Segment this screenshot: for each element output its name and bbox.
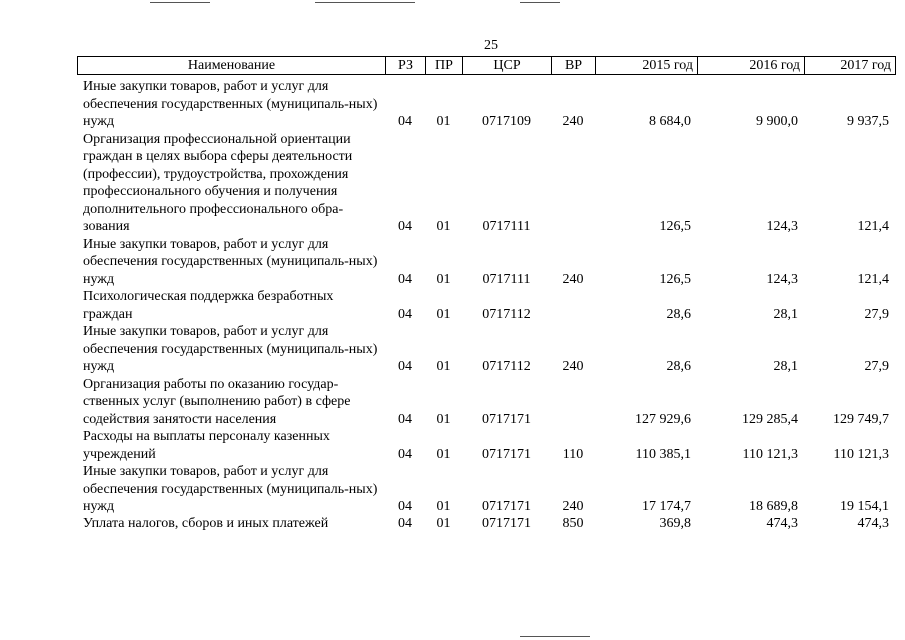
row-2017: 129 749,7 <box>833 411 889 427</box>
row-vr: 110 <box>562 446 584 462</box>
row-2017: 121,4 <box>857 219 889 234</box>
top-scan-edge-right <box>520 2 560 3</box>
row-rz: 04 <box>398 114 412 129</box>
row-name: Иные закупки товаров, работ и услуг для обеспечения государственных (муниципаль-ных) нужд <box>83 236 378 287</box>
row-pr: 01 <box>436 446 451 462</box>
row-2015: 8 684,0 <box>649 114 691 129</box>
row-rz: 04 <box>398 306 412 322</box>
row-csr: 0717111 <box>482 219 531 234</box>
row-csr: 0717112 <box>482 306 531 322</box>
row-csr: 0717171 <box>482 446 531 462</box>
row-rz: 04 <box>398 219 412 234</box>
row-2016: 9 900,0 <box>756 114 798 129</box>
row-name: Организация работы по оказанию государ-ственных услуг (выполнению работ) в сфере содействия занятости населения <box>83 376 351 427</box>
row-rz: 04 <box>398 499 412 514</box>
row-2015: 126,5 <box>659 271 691 287</box>
row-csr: 0717171 <box>482 499 531 514</box>
row-2017: 474,3 <box>857 515 889 531</box>
row-name: Иные закупки товаров, работ и услуг для обеспечения государственных (муниципаль-ных) нужд <box>83 464 378 514</box>
row-pr: 01 <box>436 306 451 322</box>
table-row <box>77 131 895 236</box>
row-2015: 127 929,6 <box>635 411 691 427</box>
row-2016: 474,3 <box>766 515 798 531</box>
row-pr: 01 <box>436 114 451 129</box>
table-row <box>77 428 895 463</box>
row-csr: 0717171 <box>482 411 531 427</box>
row-pr: 01 <box>436 499 451 514</box>
row-2017: 9 937,5 <box>847 114 889 129</box>
table-row <box>77 288 895 323</box>
header-rz: РЗ <box>386 57 426 75</box>
table-row <box>77 323 895 376</box>
row-2016: 129 285,4 <box>742 411 798 427</box>
row-2017: 110 121,3 <box>833 446 889 462</box>
row-rz: 04 <box>398 515 412 531</box>
row-2015: 110 385,1 <box>635 446 691 462</box>
row-vr: 240 <box>562 114 584 129</box>
row-name: Иные закупки товаров, работ и услуг для обеспечения государственных (муниципаль-ных) нужд <box>83 79 378 129</box>
row-2016: 110 121,3 <box>742 446 798 462</box>
row-csr: 0717112 <box>482 359 531 374</box>
row-vr: 850 <box>562 515 584 531</box>
row-rz: 04 <box>398 271 412 287</box>
header-csr: ЦСР <box>463 57 552 75</box>
row-2016: 28,1 <box>773 359 798 374</box>
row-pr: 01 <box>436 515 451 531</box>
bottom-scan-edge <box>520 636 590 637</box>
row-2015: 126,5 <box>659 219 691 234</box>
row-rz: 04 <box>398 411 412 427</box>
table-body <box>77 78 895 531</box>
row-name: Уплата налогов, сборов и иных платежей <box>83 515 329 531</box>
header-2015: 2015 год <box>596 57 698 75</box>
row-2015: 17 174,7 <box>642 499 691 514</box>
row-vr: 240 <box>562 359 584 374</box>
header-vr: ВР <box>552 57 596 75</box>
header-2016: 2016 год <box>698 57 805 75</box>
row-2017: 121,4 <box>857 271 889 287</box>
row-2016: 124,3 <box>766 271 798 287</box>
row-2016: 28,1 <box>773 306 798 322</box>
top-scan-edge-left <box>150 2 210 3</box>
row-rz: 04 <box>398 359 412 374</box>
header-pr: ПР <box>426 57 463 75</box>
table-row <box>77 376 895 429</box>
header-2017: 2017 год <box>805 57 896 75</box>
row-name: Психологическая поддержка безработных граждан <box>83 289 334 322</box>
table-row <box>77 516 895 531</box>
table-row <box>77 236 895 289</box>
top-scan-edge-mid <box>315 2 415 3</box>
page-number: 25 <box>484 38 498 53</box>
row-name: Организация профессиональной ориентации граждан в целях выбора сферы деятельности (профессии), трудоустройства, прохождения профессионального обучения и получения дополнительного профессионального обра-зования <box>83 131 353 234</box>
table-header <box>77 56 896 75</box>
row-2015: 28,6 <box>666 359 691 374</box>
table-row <box>77 78 895 131</box>
row-2016: 18 689,8 <box>749 499 798 514</box>
row-2017: 27,9 <box>864 359 889 374</box>
row-2016: 124,3 <box>766 219 798 234</box>
row-vr: 240 <box>562 499 584 514</box>
row-csr: 0717111 <box>482 271 531 287</box>
row-pr: 01 <box>436 271 451 287</box>
row-2015: 28,6 <box>666 306 691 322</box>
row-2015: 369,8 <box>659 515 691 531</box>
row-vr: 240 <box>562 271 584 287</box>
table-row <box>77 463 895 516</box>
row-2017: 27,9 <box>864 306 889 322</box>
row-rz: 04 <box>398 446 412 462</box>
row-pr: 01 <box>436 219 451 234</box>
row-pr: 01 <box>436 359 451 374</box>
row-pr: 01 <box>436 411 451 427</box>
row-name: Иные закупки товаров, работ и услуг для обеспечения государственных (муниципаль-ных) нужд <box>83 324 378 374</box>
row-name: Расходы на выплаты персоналу казенных учреждений <box>83 429 330 462</box>
header-name: Наименование <box>78 57 386 75</box>
row-2017: 19 154,1 <box>840 499 889 514</box>
row-csr: 0717109 <box>482 114 531 129</box>
row-csr: 0717171 <box>482 515 531 531</box>
